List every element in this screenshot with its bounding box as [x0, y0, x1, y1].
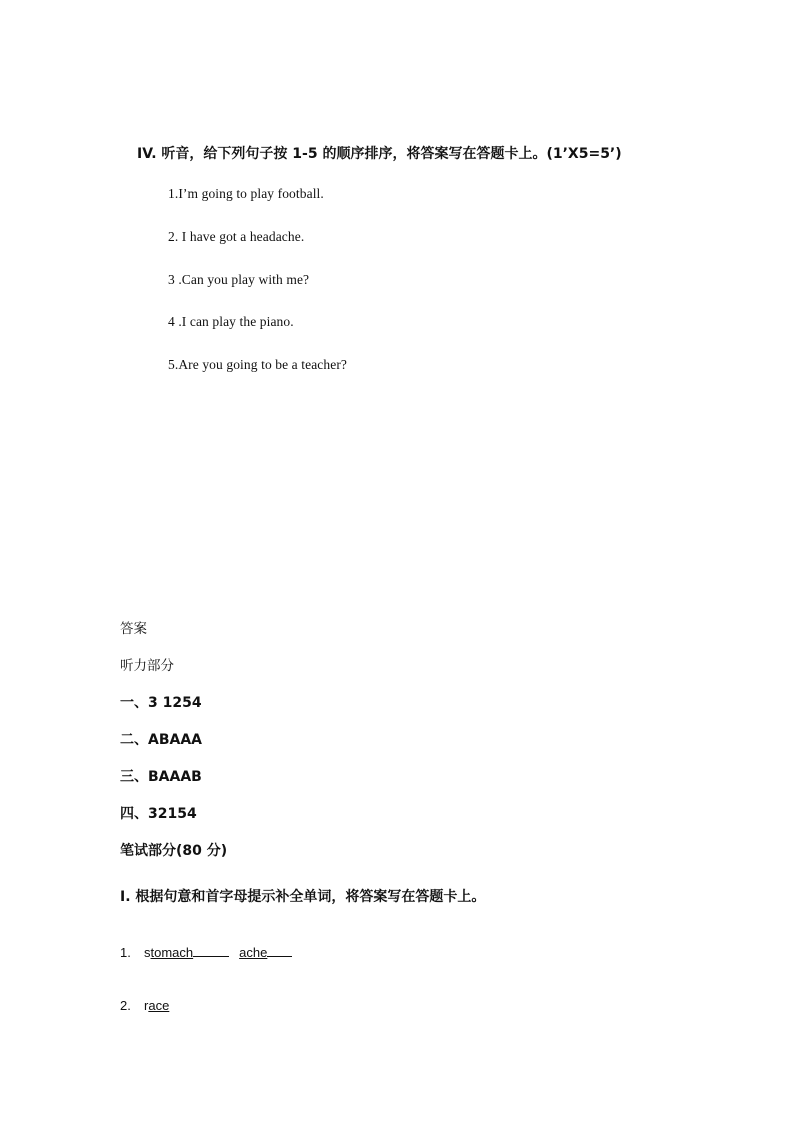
answer-item-1: 一、3 1254: [120, 695, 202, 711]
answer-blank: [267, 943, 292, 957]
answer-item-3: 三、BAAAB: [120, 769, 202, 785]
sentence-2: 2. I have got a headache.: [168, 229, 305, 244]
section-iv-heading: IV. 听音，给下列句子按 1-5 的顺序排序，将答案写在答题卡上。(1’X5=5’): [137, 146, 622, 162]
answer-item-4: 四、32154: [120, 806, 197, 822]
fill-item-number: 2.: [120, 998, 131, 1013]
fill-item-1: [120, 943, 292, 960]
written-label: 笔试部分(80 分): [120, 843, 228, 859]
listening-label: 听力部分: [120, 658, 174, 674]
fill-answer: ace: [148, 998, 170, 1013]
written-section-i-heading: I. 根据句意和首字母提示补全单词，将答案写在答题卡上。: [120, 889, 486, 905]
fill-first-letter: s: [144, 945, 151, 960]
sentence-3: 3 .Can you play with me?: [168, 272, 310, 287]
fill-item-2: [120, 998, 169, 1013]
fill-answer: tomach: [150, 945, 194, 960]
fill-item-number: 1.: [120, 945, 131, 960]
sentence-5: 5.Are you going to be a teacher?: [168, 357, 348, 372]
answer-item-2: 二、ABAAA: [120, 732, 203, 748]
sentence-1: 1.I’m going to play football.: [168, 186, 324, 201]
fill-answer-second: ache: [239, 945, 268, 960]
fill-first-letter: r: [144, 998, 149, 1013]
answer-blank: [193, 943, 229, 957]
sentence-4: 4 .I can play the piano.: [168, 314, 294, 329]
answers-title: 答案: [120, 621, 147, 637]
